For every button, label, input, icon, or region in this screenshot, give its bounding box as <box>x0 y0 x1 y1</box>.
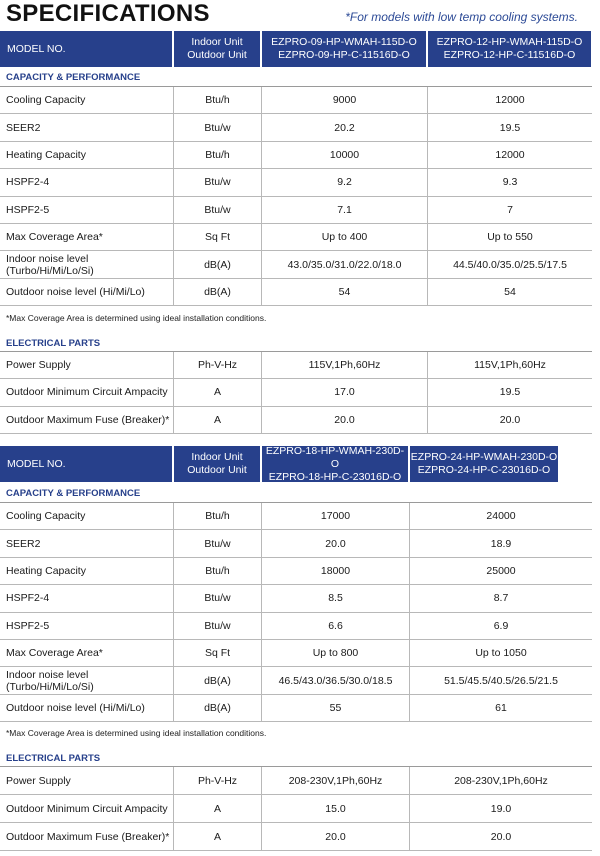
spec-value-model-b: 20.0 <box>490 830 512 843</box>
page-title: SPECIFICATIONS <box>6 0 210 27</box>
spec-value-model-a: 20.2 <box>262 114 428 140</box>
spec-label: Outdoor Maximum Fuse (Breaker)* <box>0 407 174 433</box>
spec-value-model-a: 20.0 <box>262 823 410 850</box>
table-row <box>0 169 592 196</box>
spec-unit: dB(A) <box>174 279 262 305</box>
spec-label: HSPF2-4 <box>0 585 174 611</box>
table-row <box>0 503 592 530</box>
table-row <box>0 407 592 434</box>
table-row <box>0 279 592 306</box>
spec-label: SEER2 <box>0 530 174 556</box>
spec-label: Outdoor Minimum Circuit Ampacity <box>0 379 174 405</box>
spec-unit: dB(A) <box>174 667 262 693</box>
spec-value-model-b: Up to 1050 <box>475 647 527 660</box>
table-row <box>0 197 592 224</box>
spec-value-model-a: 18000 <box>262 558 410 584</box>
spec-value-model-a: 6.6 <box>262 613 410 639</box>
spec-value-model-a: 8.5 <box>262 585 410 611</box>
spec-label: Max Coverage Area* <box>0 224 174 250</box>
spec-value-model-b: 19.5 <box>499 386 521 399</box>
model-b-outdoor: EZPRO-12-HP-C-11516D-O <box>443 49 576 61</box>
table1-header <box>0 31 600 67</box>
model-b-header <box>428 31 593 67</box>
spec-label: Heating Capacity <box>0 142 174 168</box>
table-row <box>0 379 592 406</box>
spec-unit: Sq Ft <box>174 640 262 666</box>
indoor-unit-label: Indoor Unit <box>191 36 243 48</box>
table-row <box>0 585 592 612</box>
spec-unit: dB(A) <box>174 251 262 277</box>
spec-label: Indoor noise level (Turbo/Hi/Mi/Lo/Si) <box>0 251 174 277</box>
spec-unit: A <box>174 407 262 433</box>
spec-value-model-a: 15.0 <box>262 795 410 822</box>
spec-value-model-b: 20.0 <box>499 413 521 426</box>
spec-value-model-a: 17000 <box>262 503 410 529</box>
spec-value-model-a: 7.1 <box>262 197 428 223</box>
spec-value-model-b: 6.9 <box>493 619 509 632</box>
spec-label: Heating Capacity <box>0 558 174 584</box>
footnote: *Max Coverage Area is determined using ideal installation conditions. <box>6 313 267 323</box>
spec-value-model-a: 55 <box>262 695 410 721</box>
spec-value-model-b: 208-230V,1Ph,60Hz <box>454 774 548 787</box>
spec-value-model-b: 12000 <box>495 148 525 161</box>
spec-value-model-b: 19.5 <box>499 121 521 134</box>
spec-unit: Sq Ft <box>174 224 262 250</box>
table-row <box>0 558 592 585</box>
table-row <box>0 530 592 557</box>
spec-label: HSPF2-5 <box>0 197 174 223</box>
spec-unit: Btu/h <box>174 558 262 584</box>
spec-unit: Btu/h <box>174 503 262 529</box>
table-row <box>0 767 592 795</box>
unit-type-label <box>174 31 262 67</box>
spec-value-model-a: 9000 <box>262 87 428 113</box>
spec-unit: Btu/h <box>174 142 262 168</box>
spec-value-model-a: Up to 400 <box>262 224 428 250</box>
spec-value-model-b: Up to 550 <box>487 231 533 244</box>
spec-unit: dB(A) <box>174 695 262 721</box>
spec-value-model-b: 7 <box>507 203 513 216</box>
spec-value-model-b: 25000 <box>486 564 516 577</box>
outdoor-unit-label: Outdoor Unit <box>187 464 247 476</box>
model-a-header <box>262 31 428 67</box>
table-row <box>0 87 592 114</box>
spec-unit: Btu/w <box>174 169 262 195</box>
model-b-header <box>410 446 560 482</box>
spec-unit: Btu/w <box>174 197 262 223</box>
footnote: *Max Coverage Area is determined using ideal installation conditions. <box>6 728 267 738</box>
spec-label: Indoor noise level (Turbo/Hi/Mi/Lo/Si) <box>0 667 174 693</box>
spec-label: Cooling Capacity <box>0 503 174 529</box>
spec-label: HSPF2-5 <box>0 613 174 639</box>
spec-value-model-b: 12000 <box>495 94 525 107</box>
spec-label: Outdoor noise level (Hi/Mi/Lo) <box>0 695 174 721</box>
table-row <box>0 667 592 694</box>
model-b-indoor: EZPRO-24-HP-WMAH-230D-O <box>410 451 558 463</box>
spec-value-model-b: 24000 <box>486 510 516 523</box>
spec-value-model-b: 54 <box>504 285 516 298</box>
spec-value-model-a: 54 <box>262 279 428 305</box>
spec-value-model-b: 115V,1Ph,60Hz <box>474 359 546 372</box>
table-row <box>0 352 592 379</box>
table-row <box>0 640 592 667</box>
outdoor-unit-label: Outdoor Unit <box>187 49 247 61</box>
spec-unit: Btu/w <box>174 613 262 639</box>
table2-header <box>0 446 560 482</box>
model-b-outdoor: EZPRO-24-HP-C-23016D-O <box>417 464 551 476</box>
spec-unit: A <box>174 795 262 822</box>
table-row <box>0 224 592 251</box>
table-row <box>0 114 592 141</box>
spec-value-model-a: 17.0 <box>262 379 428 405</box>
model-a-outdoor: EZPRO-09-HP-C-11516D-O <box>278 49 410 61</box>
table-row <box>0 695 592 722</box>
spec-value-model-b: 9.3 <box>502 176 518 189</box>
spec-value-model-b: 44.5/40.0/35.0/25.5/17.5 <box>453 258 567 271</box>
spec-label: SEER2 <box>0 114 174 140</box>
model-b-indoor: EZPRO-12-HP-WMAH-115D-O <box>436 36 583 48</box>
indoor-unit-label: Indoor Unit <box>191 451 243 463</box>
spec-value-model-b: 19.0 <box>490 802 512 815</box>
spec-value-model-a: 20.0 <box>262 407 428 433</box>
spec-label: Power Supply <box>0 767 174 794</box>
spec-value-model-a: 10000 <box>262 142 428 168</box>
spec-unit: Btu/w <box>174 585 262 611</box>
model-no-label: MODEL NO. <box>0 31 174 67</box>
spec-value-model-b: 8.7 <box>493 592 509 605</box>
spec-unit: A <box>174 379 262 405</box>
spec-value-model-a: 20.0 <box>262 530 410 556</box>
spec-label: Outdoor Maximum Fuse (Breaker)* <box>0 823 174 850</box>
spec-label: Outdoor Minimum Circuit Ampacity <box>0 795 174 822</box>
spec-value-model-b: 51.5/45.5/40.5/26.5/21.5 <box>444 674 558 687</box>
spec-value-model-a: 115V,1Ph,60Hz <box>262 352 428 378</box>
low-temp-note: *For models with low temp cooling systems. <box>345 10 578 24</box>
table-row <box>0 142 592 169</box>
spec-unit: Btu/w <box>174 114 262 140</box>
spec-unit: Btu/w <box>174 530 262 556</box>
spec-unit: A <box>174 823 262 850</box>
spec-value-model-a: Up to 800 <box>262 640 410 666</box>
spec-label: Max Coverage Area* <box>0 640 174 666</box>
spec-unit: Btu/h <box>174 87 262 113</box>
model-a-header <box>262 446 410 482</box>
model-no-label: MODEL NO. <box>0 446 174 482</box>
capacity-section-title: CAPACITY & PERFORMANCE <box>6 72 141 83</box>
electrical-section-title: ELECTRICAL PARTS <box>6 338 101 349</box>
spec-unit: Ph-V-Hz <box>174 352 262 378</box>
spec-value-model-a: 9.2 <box>262 169 428 195</box>
unit-type-label <box>174 446 262 482</box>
spec-label: Power Supply <box>0 352 174 378</box>
model-a-indoor: EZPRO-09-HP-WMAH-115D-O <box>271 36 417 48</box>
model-a-indoor: EZPRO-18-HP-WMAH-230D-O <box>265 444 405 470</box>
spec-value-model-b: 61 <box>495 701 507 714</box>
model-a-outdoor: EZPRO-18-HP-C-23016D-O <box>268 470 402 483</box>
spec-value-model-a: 43.0/35.0/31.0/22.0/18.0 <box>262 251 428 277</box>
spec-label: Outdoor noise level (Hi/Mi/Lo) <box>0 279 174 305</box>
capacity-section-title: CAPACITY & PERFORMANCE <box>6 488 141 499</box>
table-row <box>0 251 592 278</box>
spec-value-model-b: 18.9 <box>490 537 512 550</box>
spec-value-model-a: 46.5/43.0/36.5/30.0/18.5 <box>262 667 410 693</box>
spec-unit: Ph-V-Hz <box>174 767 262 794</box>
spec-label: HSPF2-4 <box>0 169 174 195</box>
electrical-section-title: ELECTRICAL PARTS <box>6 753 101 764</box>
table-row <box>0 795 592 823</box>
spec-label: Cooling Capacity <box>0 87 174 113</box>
table-row <box>0 613 592 640</box>
table-row <box>0 823 592 851</box>
spec-value-model-a: 208-230V,1Ph,60Hz <box>262 767 410 794</box>
